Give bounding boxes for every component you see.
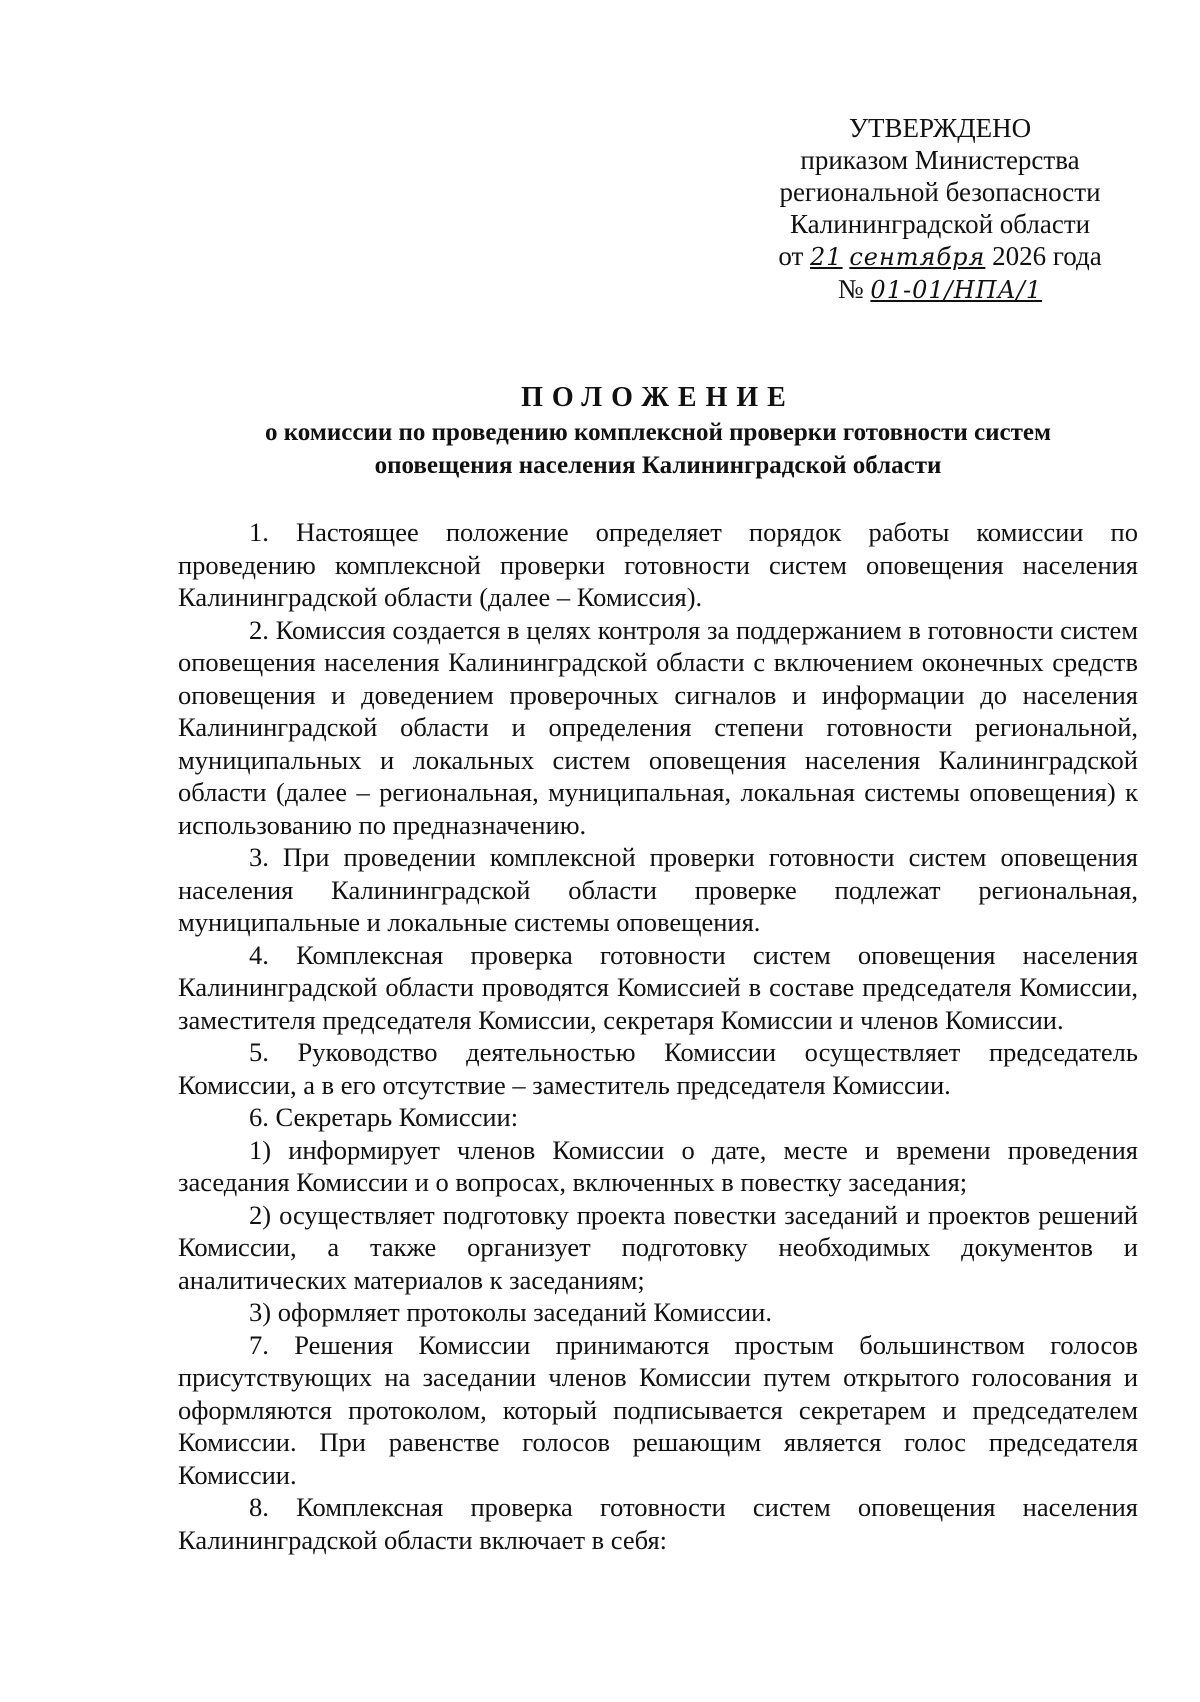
approval-line-2: региональной безопасности bbox=[779, 177, 1101, 207]
paragraph-2: 2. Комиссия создается в целях контроля за поддержанием в готовности систем оповещения населения Калининградской области с включением оконечных средств оповещения и доведением проверочных сигналов и информации до населения Калининградской области и определения степени готовности региональной, муниципальных и локальных систем оповещения населения Калининградской области (далее – региональная, муниципальная, локальная системы оповещения) к использованию по предназначению. bbox=[178, 614, 1138, 840]
document-body bbox=[178, 516, 1138, 1556]
paragraph-6-item-1: 1) информирует членов Комиссии о дате, месте и времени проведения заседания Комиссии и о вопросах, включенных в повестку заседания; bbox=[178, 1134, 1138, 1197]
approval-stamp: УТВЕРЖДЕНО bbox=[848, 113, 1032, 143]
paragraph-7: 7. Решения Комиссии принимаются простым большинством голосов присутствующих на заседании членов Комиссии путем открытого голосования и оформляются протоколом, который подписывается секретарем и председателем Комиссии. При равенстве голосов решающим является голос председателя Комиссии. bbox=[178, 1329, 1138, 1490]
date-prefix: от bbox=[778, 241, 804, 271]
paragraph-5: 5. Руководство деятельностью Комиссии осуществляет председатель Комиссии, а в его отсутствие – заместитель председателя Комиссии. bbox=[178, 1037, 1138, 1100]
approval-line-3: Калининградской области bbox=[789, 209, 1091, 239]
paragraph-4: 4. Комплексная проверка готовности систем оповещения населения Калининградской области проводятся Комиссией в составе председателя Комиссии, заместителя председателя Комиссии, секретаря Комиссии и членов Комиссии. bbox=[178, 939, 1138, 1035]
paragraph-6: 6. Секретарь Комиссии: bbox=[249, 1102, 519, 1132]
date-year: 2026 года bbox=[992, 241, 1102, 271]
number-prefix: № bbox=[837, 274, 864, 304]
title-heading: ПОЛОЖЕНИЕ bbox=[521, 382, 795, 413]
approval-line-1: приказом Министерства bbox=[800, 145, 1080, 175]
approval-number bbox=[760, 273, 1120, 306]
paragraph-3: 3. При проведении комплексной проверки готовности систем оповещения населения Калининградской области проверке подлежат региональная, муниципальные и локальные системы оповещения. bbox=[178, 842, 1138, 937]
document-title bbox=[178, 380, 1138, 482]
title-subtitle-line-1: о комиссии по проведению комплексной проверки готовности систем bbox=[264, 419, 1052, 446]
paragraph-6-item-2: 2) осуществляет подготовку проекта повестки заседаний и проектов решений Комиссии, а также организует подготовку необходимых документов и аналитических материалов к заседаниям; bbox=[178, 1199, 1138, 1295]
paragraph-8: 8. Комплексная проверка готовности систем оповещения населения Калининградской области включает в себя: bbox=[178, 1492, 1138, 1555]
date-day-handwritten: 21 bbox=[810, 243, 843, 271]
title-subtitle-line-2: оповещения населения Калининградской области bbox=[374, 452, 942, 479]
paragraph-1: 1. Настоящее положение определяет порядок работы комиссии по проведению комплексной проверки готовности систем оповещения населения Калининградской области (далее – Комиссия). bbox=[178, 517, 1138, 612]
approval-date bbox=[760, 240, 1120, 273]
date-month-handwritten: сентября bbox=[849, 243, 986, 271]
paragraph-6-item-3: 3) оформляет протоколы заседаний Комиссии. bbox=[249, 1297, 772, 1327]
number-value-handwritten: 01-01/НПА/1 bbox=[870, 276, 1043, 304]
approval-block bbox=[760, 112, 1120, 306]
